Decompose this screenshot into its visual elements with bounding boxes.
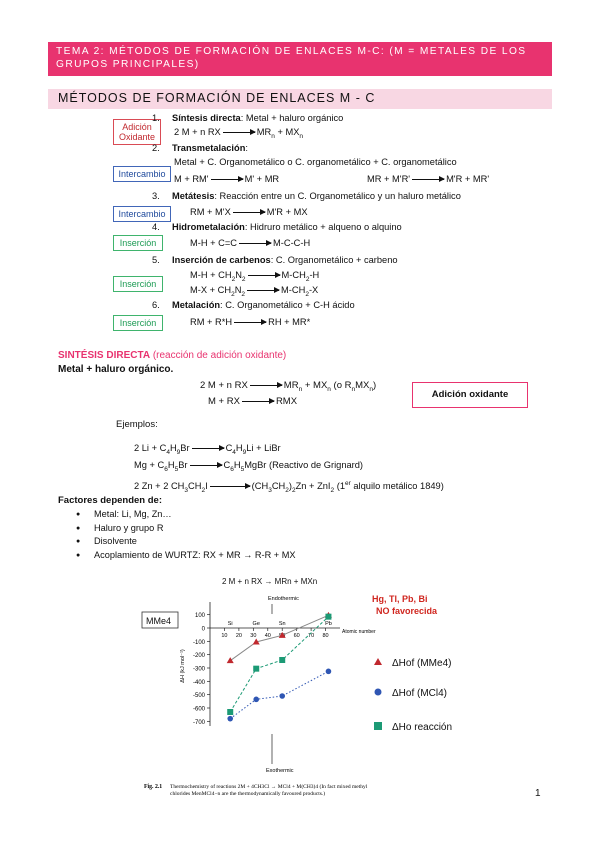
list-item: ● Haluro y grupo R xyxy=(76,522,296,536)
data-point-square xyxy=(227,709,233,715)
y-tick-label: -600 xyxy=(192,706,205,713)
element-label: Ge xyxy=(252,621,260,627)
chart-note-line1: Hg, Tl, Pb, Bi xyxy=(372,594,428,604)
legend-label: ΔHof (MMe4) xyxy=(392,658,452,669)
x-tick-label: 20 xyxy=(235,633,242,639)
series-line-circle xyxy=(230,671,328,718)
y-tick-label: -500 xyxy=(192,693,205,700)
method-1-title: 1. Síntesis directa: Metal + haluro orgánico xyxy=(152,113,344,123)
data-point-triangle xyxy=(227,657,234,663)
method-5-title: 5. Inserción de carbenos: C. Organometálico + carbeno xyxy=(152,255,398,265)
examples-label: Ejemplos: xyxy=(116,419,158,430)
y-tick-label: 0 xyxy=(201,626,205,633)
chart-note-line2: NO favorecida xyxy=(376,606,438,616)
method-6-title: 6. Metalación: C. Organometálico + C-H ácido xyxy=(152,300,355,310)
tag-insercion-1: Inserción xyxy=(113,235,163,251)
caption-line: Thermochemistry of reactions 2M + 4CH3Cl → MCl4 + M(CH3)4 (In fact mixed methyl xyxy=(170,784,368,790)
factors-list xyxy=(76,508,296,562)
example-2: $Mg + C_6H_5Br$ $C_6H_5MgBr$ (Reactivo de Grignard) xyxy=(134,460,364,473)
caption-fig: Fig. 2.1 xyxy=(144,784,163,790)
y-tick-label: -700 xyxy=(192,719,205,726)
x-axis-label: Atomic number xyxy=(342,629,376,635)
tag-insercion-3: Inserción xyxy=(113,315,163,331)
annotation-exothermic: Exothermic xyxy=(266,768,294,774)
data-point-circle xyxy=(279,693,285,699)
directa-subheading: Metal + haluro orgánico. xyxy=(58,364,174,375)
method-5-equation-b: $M-X + CH_2N_2$ $M-CH_2-X$ xyxy=(190,285,319,298)
y-axis-label: ΔH (kJ mol⁻¹) xyxy=(180,649,186,683)
legend-label: ΔHof (MCl4) xyxy=(392,688,448,699)
legend-marker-triangle xyxy=(374,658,382,665)
list-item: ● Disolvente xyxy=(76,535,296,549)
method-4-title: 4. Hidrometalación: Hidruro metálico + alqueno o alquino xyxy=(152,222,402,232)
chart-title: 2 M + n RX → MRn + MXn xyxy=(222,577,318,586)
data-point-circle xyxy=(227,716,233,722)
data-point-square xyxy=(279,657,285,663)
thermochemistry-chart xyxy=(140,574,465,810)
caption-line: chlorides MenMCl4−n are the thermodynamically favoured products.) xyxy=(170,791,326,797)
y-tick-label: -400 xyxy=(192,679,205,686)
tag-adicion-oxidante: Adición Oxidante xyxy=(113,119,161,145)
method-2-equation-b: MR + M'R' M'R + MR' xyxy=(367,174,490,184)
factors-title: Factores dependen de: xyxy=(58,495,162,506)
directa-equation-2: M + RX RMX xyxy=(208,396,298,407)
element-label: Pb xyxy=(325,621,332,627)
example-1: 2 $Li + C_4H_9Br$ $C_4H_9Li$ + LiBr xyxy=(134,443,281,456)
x-tick-label: 10 xyxy=(221,633,228,639)
legend-marker-square xyxy=(374,722,382,730)
method-5-equation-a: $M-H + CH_2N_2$ $M-CH_2-H$ xyxy=(190,270,320,283)
legend-marker-circle xyxy=(375,689,382,696)
page-number: 1 xyxy=(535,788,541,799)
list-item: ● Acoplamiento de WURTZ: RX + MR → R-R + MX xyxy=(76,549,296,563)
legend-label: ΔHo reacción xyxy=(392,722,453,733)
data-point-circle xyxy=(326,669,332,675)
y-tick-label: 100 xyxy=(194,613,205,620)
method-2-description: Metal + C. Organometálico o C. organometálico + C. organometálico xyxy=(174,157,457,167)
tag-intercambio-2: Intercambio xyxy=(113,206,171,222)
adicion-oxidante-box: Adición oxidante xyxy=(412,382,528,408)
method-6-equation: RM + R*H RH + MR* xyxy=(190,317,311,327)
element-label: Sn xyxy=(278,621,286,627)
example-3: 2 Zn + 2 $CH_3CH_2I$ $(CH_3CH_2)_2Zn + ZnI_2$ (1er alquilo metálico 1849) xyxy=(134,480,444,494)
data-point-square xyxy=(253,666,259,672)
method-1-equation: 2 M + n RX $MR_n + MX_n$ xyxy=(174,127,304,140)
section-title: MÉTODOS DE FORMACIÓN DE ENLACES M - C xyxy=(48,89,552,109)
method-2-title: 2. Transmetalación: xyxy=(152,143,248,153)
x-tick-label: 70 xyxy=(308,633,315,639)
y-tick-label: -300 xyxy=(192,666,205,673)
tag-insercion-2: Inserción xyxy=(113,276,163,292)
method-3-equation: RM + M'X M'R + MX xyxy=(190,207,308,217)
document-title: TEMA 2: MÉTODOS DE FORMACIÓN DE ENLACES M-C: (M = METALES DE LOS GRUPOS PRINCIPALES) xyxy=(56,46,527,70)
element-label: Si xyxy=(227,621,233,627)
method-4-equation: M-H + C=C M-C-C-H xyxy=(190,238,311,248)
data-point-square xyxy=(325,614,331,620)
data-point-circle xyxy=(253,697,259,703)
directa-equation-1: 2 M + n RX $MR_n + MX_n$ (o $R_nMX_n$) xyxy=(200,380,377,393)
method-3-title: 3. Metátesis: Reacción entre un C. Organometálico y un haluro metálico xyxy=(152,191,461,201)
chart-label-text: MMe4 xyxy=(146,616,172,626)
x-tick-label: 40 xyxy=(264,633,271,639)
y-tick-label: -200 xyxy=(192,653,205,660)
annotation-endothermic: Endothermic xyxy=(268,596,299,602)
method-2-equation-a: M + RM' M' + MR xyxy=(174,174,280,184)
y-tick-label: -100 xyxy=(192,639,205,646)
list-item: ● Metal: Li, Mg, Zn… xyxy=(76,508,296,522)
document-header-bar xyxy=(48,42,552,76)
series-line-square xyxy=(227,617,328,712)
x-tick-label: 30 xyxy=(250,633,257,639)
x-tick-label: 80 xyxy=(322,633,329,639)
x-tick-label: 60 xyxy=(293,633,300,639)
tag-intercambio-1: Intercambio xyxy=(113,166,171,182)
directa-heading: SINTÉSIS DIRECTA (reacción de adición oxidante) xyxy=(58,350,287,361)
